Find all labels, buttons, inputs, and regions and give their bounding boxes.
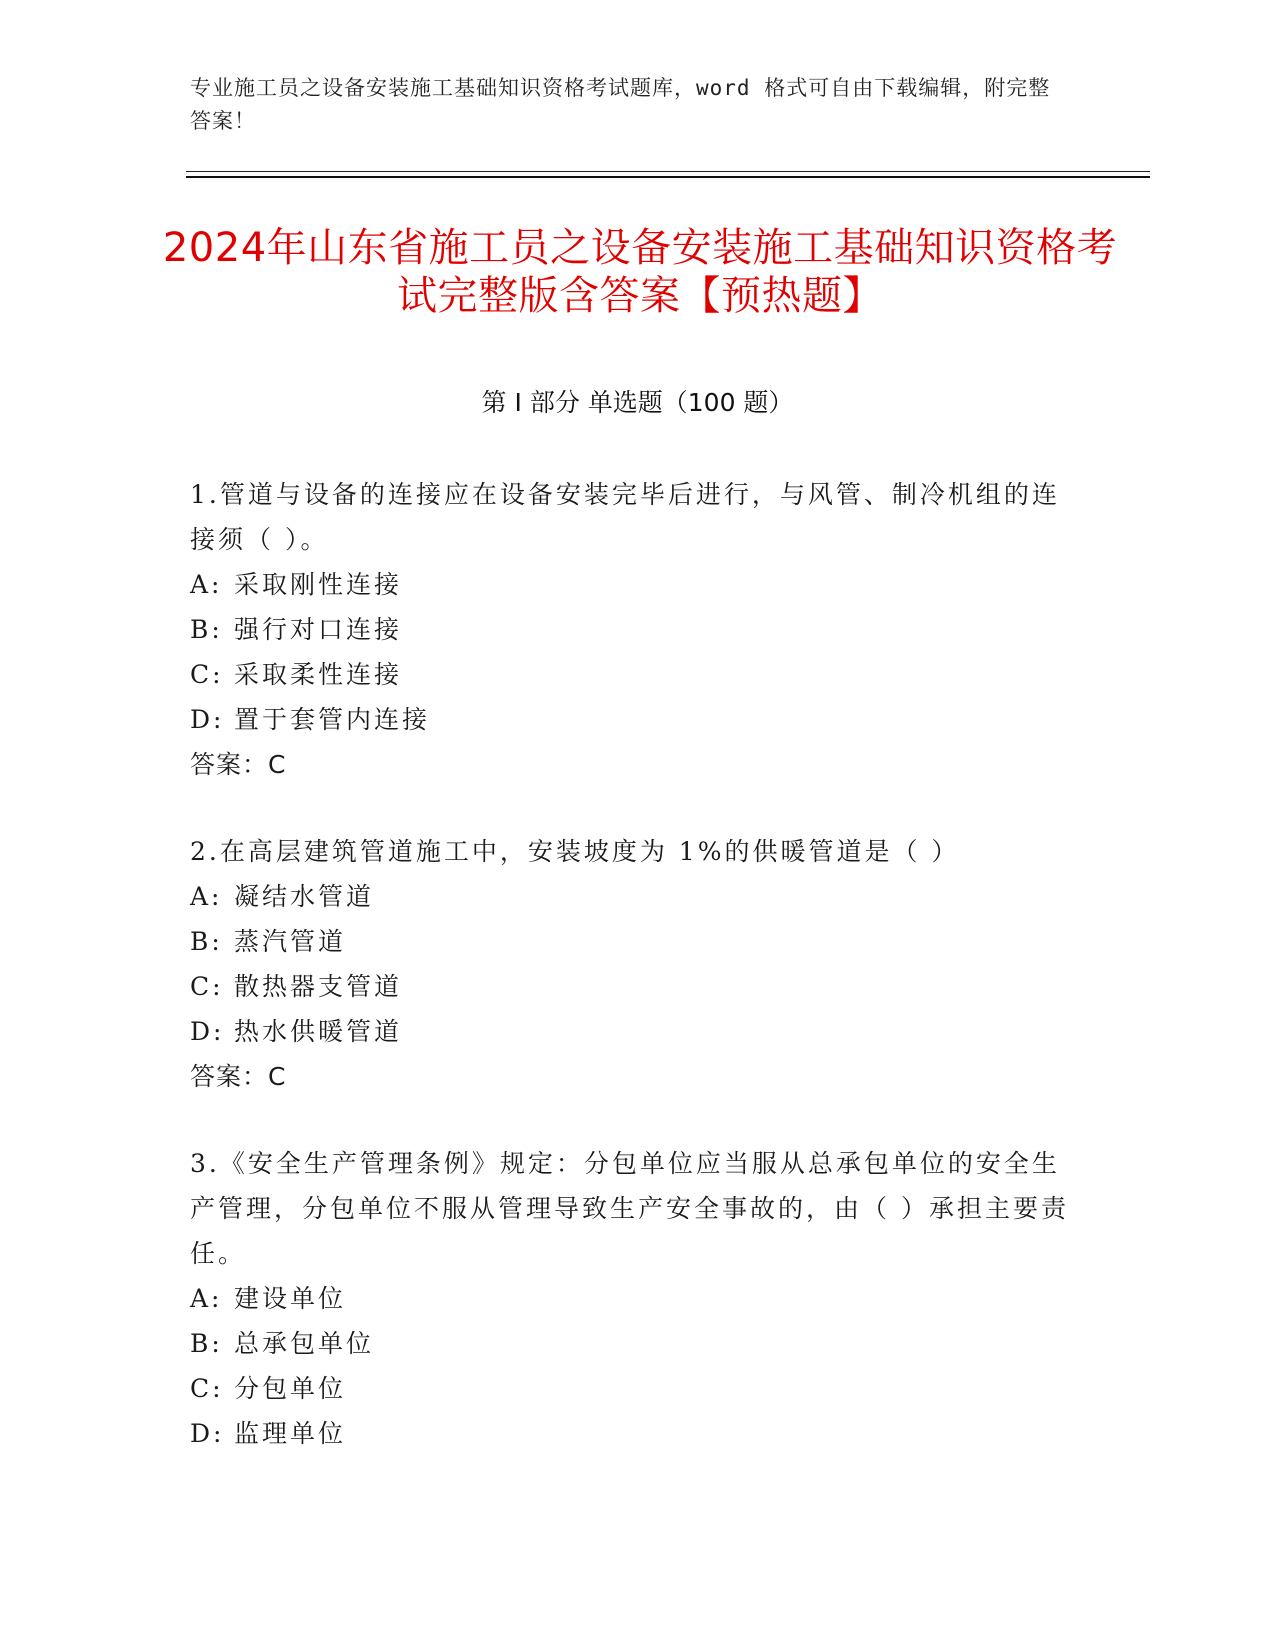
question-2 bbox=[190, 829, 1080, 1099]
option-text: 热水供暖管道 bbox=[234, 1017, 403, 1046]
option-key: C: bbox=[190, 972, 224, 1001]
header-divider-thick bbox=[186, 176, 1150, 178]
option-text: 采取刚性连接 bbox=[234, 570, 403, 599]
question-list bbox=[190, 472, 1080, 1498]
option-text: 总承包单位 bbox=[234, 1329, 375, 1358]
option-text: 采取柔性连接 bbox=[234, 660, 403, 689]
option-key: D: bbox=[190, 1017, 225, 1046]
option-key: B: bbox=[190, 615, 223, 644]
option-text: 散热器支管道 bbox=[234, 972, 403, 1001]
answer: 答案：C bbox=[190, 750, 287, 779]
option-b bbox=[190, 1321, 1080, 1366]
question-stem: 3.《安全生产管理条例》规定：分包单位应当服从总承包单位的安全生产管理，分包单位不服从管理导致生产安全事故的，由（ ）承担主要责任。 bbox=[190, 1149, 1069, 1268]
option-text: 凝结水管道 bbox=[234, 882, 375, 911]
option-text: 置于套管内连接 bbox=[234, 705, 431, 734]
header-divider-thin bbox=[186, 171, 1150, 172]
option-c bbox=[190, 652, 1080, 697]
option-key: C: bbox=[190, 660, 224, 689]
option-key: A: bbox=[190, 570, 223, 599]
option-b bbox=[190, 607, 1080, 652]
option-c bbox=[190, 1366, 1080, 1411]
option-key: A: bbox=[190, 882, 223, 911]
question-3 bbox=[190, 1141, 1080, 1456]
option-key: D: bbox=[190, 705, 225, 734]
option-text: 建设单位 bbox=[234, 1284, 347, 1313]
option-d bbox=[190, 1411, 1080, 1456]
option-key: C: bbox=[190, 1374, 224, 1403]
option-a bbox=[190, 1276, 1080, 1321]
option-key: B: bbox=[190, 927, 223, 956]
section-title: 第 I 部分 单选题（100 题） bbox=[481, 388, 794, 417]
option-a bbox=[190, 874, 1080, 919]
option-key: D: bbox=[190, 1419, 225, 1448]
option-c bbox=[190, 964, 1080, 1009]
option-d bbox=[190, 1009, 1080, 1054]
option-key: B: bbox=[190, 1329, 223, 1358]
option-a bbox=[190, 562, 1080, 607]
question-1 bbox=[190, 472, 1080, 787]
option-text: 分包单位 bbox=[234, 1374, 347, 1403]
question-stem: 2.在高层建筑管道施工中，安装坡度为 1%的供暖管道是（ ） bbox=[190, 837, 960, 866]
question-stem: 1.管道与设备的连接应在设备安装完毕后进行，与风管、制冷机组的连接须（ ）。 bbox=[190, 480, 1060, 554]
header-note: 专业施工员之设备安装施工基础知识资格考试题库，word 格式可自由下载编辑，附完整答案！ bbox=[190, 76, 1051, 133]
option-key: A: bbox=[190, 1284, 223, 1313]
option-text: 强行对口连接 bbox=[234, 615, 403, 644]
option-text: 蒸汽管道 bbox=[234, 927, 347, 956]
option-d bbox=[190, 697, 1080, 742]
option-b bbox=[190, 919, 1080, 964]
document-title: 2024年山东省施工员之设备安装施工基础知识资格考试完整版含答案【预热题】 bbox=[162, 225, 1118, 319]
option-text: 监理单位 bbox=[234, 1419, 347, 1448]
answer: 答案：C bbox=[190, 1062, 287, 1091]
